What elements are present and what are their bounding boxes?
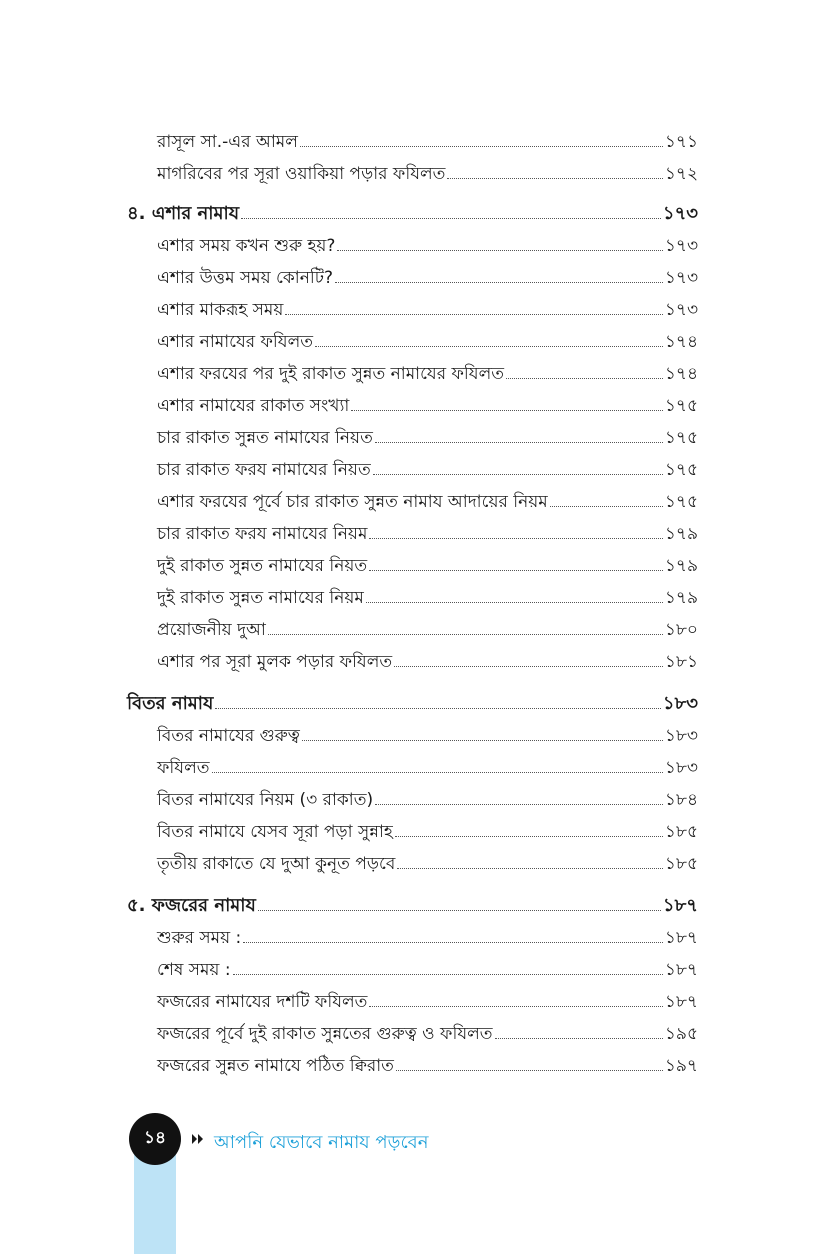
toc-entry-title: বিতর নামাযের গুরুত্ব [157,726,300,746]
toc-entry-title: প্রয়োজনীয় দুআ [157,620,266,640]
dot-leader [369,569,663,571]
toc-entry-page: ১৭৩ [664,268,698,288]
toc-entry[interactable] [157,484,698,514]
dot-leader [300,145,663,147]
toc-entry-title: শুরুর সময় : [157,928,242,948]
toc-entry[interactable] [157,452,698,482]
toc-entry[interactable] [157,1048,698,1078]
toc-entry-page: ১৭৯ [664,556,698,576]
toc-entry-title: চার রাকাত সুন্নত নামাযের নিয়ত [157,428,373,448]
toc-entry-page: ১৮৫ [664,822,698,842]
dot-leader [241,217,661,219]
toc-entry[interactable] [157,260,698,290]
dot-leader [366,601,663,603]
dot-leader [233,973,663,975]
toc-entry-page: ১৮৭ [664,928,698,948]
toc-entry-page: ১৭৫ [664,396,698,416]
toc-entry-title: এশার নামাযের রাকাত সংখ্যা [157,396,350,416]
toc-entry[interactable] [157,356,698,386]
toc-entry-title: এশার মাকরূহ সময় [157,300,284,320]
dot-leader [369,1005,662,1007]
toc-entry[interactable] [157,420,698,450]
toc-entry-page: ১৭৯ [664,524,698,544]
toc-entry[interactable] [157,814,698,844]
dot-leader [550,505,663,507]
toc-entry-page: ১৭৯ [664,588,698,608]
toc-entry-title: দুই রাকাত সুন্নত নামাযের নিয়ম [157,588,364,608]
toc-entry-page: ১৭৫ [664,428,698,448]
toc-entry-title: এশার ফরযের পূর্বে চার রাকাত সুন্নত নামায আদায়ের নিয়ম [157,492,548,512]
toc-entry-title: তৃতীয় রাকাতে যে দুআ কুনূত পড়বে [157,854,396,874]
toc-entry-page: ১৯৭ [664,1056,698,1076]
dot-leader [506,377,663,379]
toc-entry-page: ১৭৩ [664,300,698,320]
toc-entry-title: এশার সময় কখন শুরু হয়? [157,236,336,256]
toc-entry-title: শেষ সময় : [157,960,231,980]
toc-entry-title: চার রাকাত ফরয নামাযের নিয়ম [157,524,368,544]
toc-entry[interactable] [157,156,698,186]
toc-entry-title: বিতর নামাযে যেসব সূরা পড়া সুন্নাহ [157,822,393,842]
toc-section-heading[interactable] [127,888,698,918]
toc-entry-title: বিতর নামাযের নিয়ম (৩ রাকাত) [157,790,374,810]
book-title: আপনি যেভাবে নামায পড়বেন [214,1132,429,1153]
toc-entry[interactable] [157,388,698,418]
toc-entry-title: ফজরের সুন্নত নামাযে পঠিত ক্বিরাত [157,1056,394,1076]
toc-entry-title: এশার পর সূরা মুলক পড়ার ফযিলত [157,652,393,672]
toc-entry-title: দুই রাকাত সুন্নত নামাযের নিয়ত [157,556,368,576]
toc-entry-page: ১৭৫ [664,492,698,512]
toc-entry-page: ১৮৩ [664,758,698,778]
dot-leader [315,345,663,347]
dot-leader [302,739,663,741]
toc-entry[interactable] [157,782,698,812]
dot-leader [395,835,663,837]
dot-leader [243,941,663,943]
toc-entry-page: ১৯৫ [664,1024,698,1044]
toc-entry[interactable] [157,124,698,154]
dot-leader [335,281,663,283]
toc-entry[interactable] [157,644,698,674]
toc-section-title: ৫. ফজরের নামায [127,895,256,916]
toc-entry-page: ১৭৫ [664,460,698,480]
toc-entry[interactable] [157,516,698,546]
toc-entry-title: ফজরের নামাযের দশটি ফযিলত [157,992,368,1012]
toc-entry-page: ১৮৫ [664,854,698,874]
toc-entry-page: ১৭১ [664,132,698,152]
dot-leader [285,313,663,315]
toc-entry[interactable] [157,548,698,578]
footer-color-strip [134,1150,176,1254]
dot-leader [396,1069,663,1071]
toc-entry-title: চার রাকাত ফরয নামাযের নিয়ত [157,460,371,480]
toc-section-page: ১৮৩ [662,693,698,714]
toc-entry-title: ফযিলত [157,758,210,778]
toc-section-page: ১৮৭ [662,895,698,916]
dot-leader [268,633,663,635]
toc-entry-title: এশার ফরযের পর দুই রাকাত সুন্নত নামাযের ফযিলত [157,364,504,384]
toc-section-heading[interactable] [127,686,698,716]
toc-entry-page: ১৮১ [664,652,698,672]
toc-entry[interactable] [157,952,698,982]
page-number-badge [129,1113,181,1165]
toc-entry[interactable] [157,228,698,258]
toc-entry[interactable] [157,984,698,1014]
toc-entry-page: ১৭২ [664,164,698,184]
toc-entry[interactable] [157,324,698,354]
dot-leader [258,909,661,911]
dot-leader [394,665,663,667]
toc-entry-page: ১৮৭ [664,992,698,1012]
toc-entry-title: ফজরের পূর্বে দুই রাকাত সুন্নতের গুরুত্ব ও ফযিলত [157,1024,493,1044]
toc-section-page: ১৭৩ [662,203,698,224]
toc-entry-page: ১৮৪ [664,790,698,810]
toc-entry-title: রাসূল সা.-এর আমল [157,132,298,152]
dot-leader [337,249,662,251]
toc-entry[interactable] [157,1016,698,1046]
toc-entry-title: এশার উত্তম সময় কোনটি? [157,268,334,288]
toc-entry[interactable] [157,580,698,610]
toc-entry-page: ১৮৭ [664,960,698,980]
dot-leader [495,1037,663,1039]
toc-entry-page: ১৮৩ [664,726,698,746]
toc-entry-page: ১৭৩ [664,236,698,256]
toc-section-heading[interactable] [127,196,698,226]
dot-leader [215,707,661,709]
toc-entry[interactable] [157,612,698,642]
toc-entry-page: ১৮০ [664,620,698,640]
toc-section-title: ৪. এশার নামায [127,203,240,224]
toc-entry-title: মাগরিবের পর সূরা ওয়াকিয়া পড়ার ফযিলত [157,164,446,184]
toc-entry[interactable] [157,846,698,876]
toc-entry[interactable] [157,920,698,950]
dot-leader [447,177,662,179]
page-number: ১৪ [143,1128,167,1148]
dot-leader [375,441,663,443]
dot-leader [373,473,663,475]
toc-entry-title: এশার নামাযের ফযিলত [157,332,314,352]
toc-entry-page: ১৭৪ [664,364,698,384]
dot-leader [369,537,662,539]
dot-leader [212,771,663,773]
toc-entry[interactable] [157,292,698,322]
toc-entry[interactable] [157,718,698,748]
dot-leader [351,409,663,411]
dot-leader [397,867,663,869]
double-chevron-right-icon [191,1132,205,1146]
toc-entry-page: ১৭৪ [664,332,698,352]
dot-leader [375,803,663,805]
toc-section-title: বিতর নামায [127,693,214,714]
toc-entry[interactable] [157,750,698,780]
